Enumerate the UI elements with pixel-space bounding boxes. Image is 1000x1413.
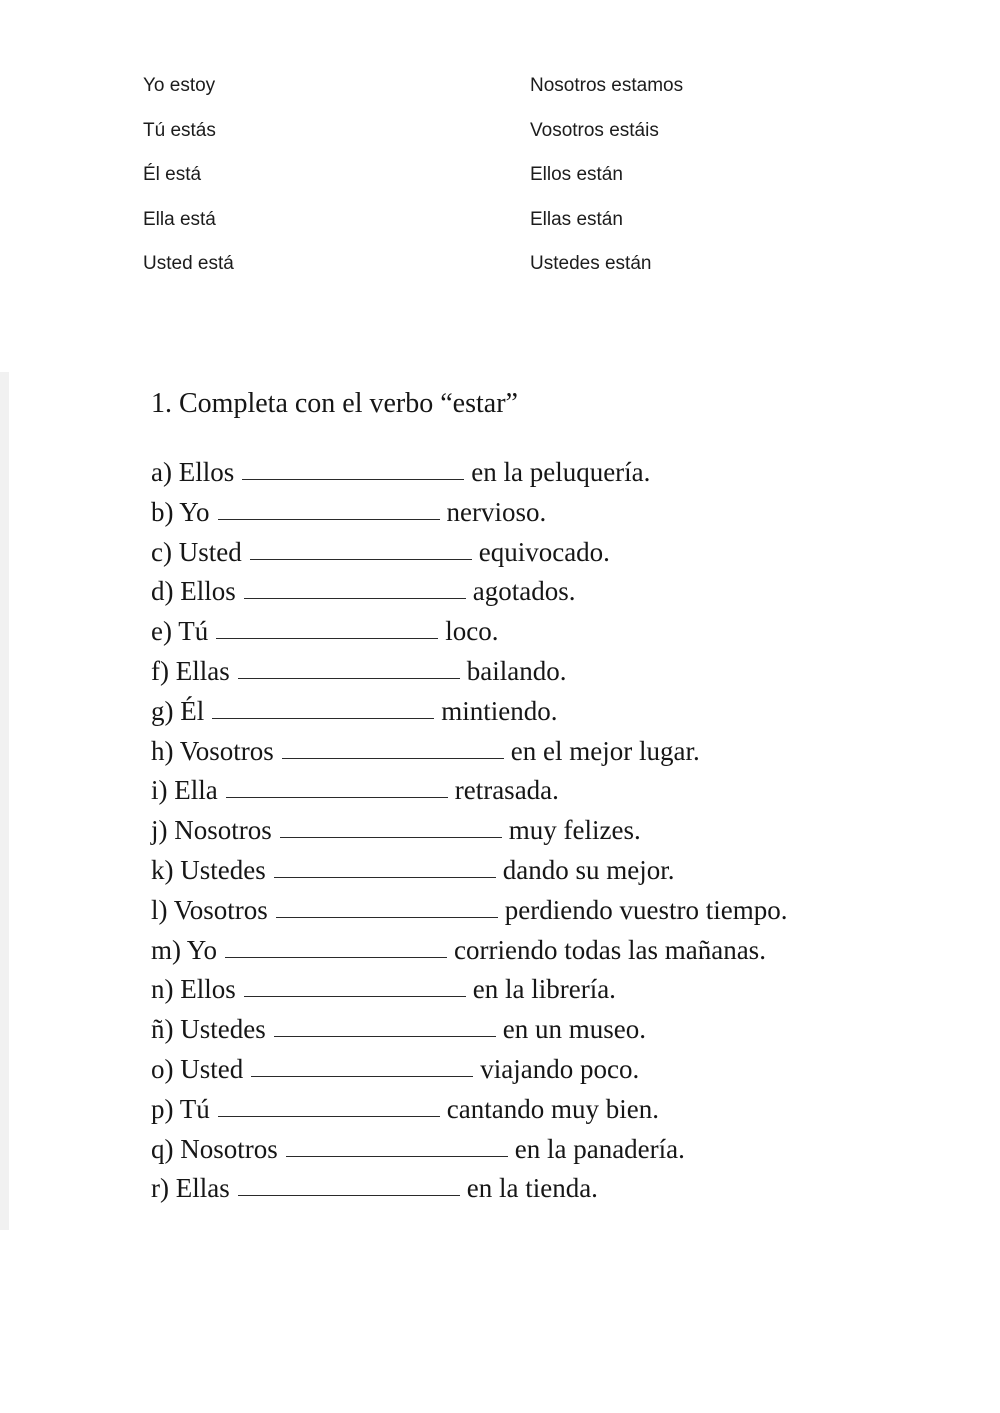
- item-subject: j) Nosotros: [151, 815, 272, 846]
- item-subject: ñ) Ustedes: [151, 1014, 266, 1045]
- singular-form: Yo estoy: [143, 75, 216, 96]
- item-subject: n) Ellos: [151, 974, 236, 1005]
- item-subject: m) Yo: [151, 934, 218, 965]
- item-subject: c) Usted: [151, 536, 242, 567]
- exercise-item: [151, 1012, 787, 1052]
- item-rest: en la panadería.: [514, 1133, 685, 1164]
- answer-blank: [274, 853, 496, 878]
- item-rest: viajando poco.: [480, 1053, 640, 1084]
- answer-blank: [238, 1171, 460, 1196]
- exercise-list: [151, 455, 787, 1211]
- exercise-item: [151, 535, 787, 575]
- exercise-item: [151, 574, 787, 614]
- item-subject: i) Ella: [151, 775, 218, 806]
- exercise-item: [151, 853, 787, 893]
- answer-blank: [276, 893, 498, 918]
- exercise-item: [151, 813, 787, 853]
- singular-form: Ella está: [143, 208, 216, 230]
- singular-form: Usted está: [143, 253, 234, 274]
- answer-blank: [216, 614, 438, 639]
- singular-form: Tú estás: [143, 119, 216, 141]
- item-rest: en la peluquería.: [471, 457, 651, 487]
- exercise-item: [151, 773, 787, 813]
- answer-blank: [250, 535, 472, 560]
- answer-blank: [280, 813, 502, 838]
- item-rest: nervioso.: [446, 496, 547, 527]
- item-rest: mintiendo.: [441, 695, 558, 726]
- item-subject: r) Ellas: [151, 1173, 230, 1204]
- exercise-item: [151, 495, 787, 535]
- answer-blank: [244, 574, 466, 599]
- item-subject: a) Ellos: [151, 457, 235, 487]
- answer-blank: [218, 1092, 440, 1117]
- conjugation-row: [143, 161, 863, 206]
- item-rest: loco.: [445, 616, 499, 647]
- conjugation-row: [143, 72, 863, 117]
- exercise-item: [151, 1132, 787, 1172]
- plural-form: Ellos están: [530, 164, 623, 185]
- exercise-title: 1. Completa con el verbo “estar”: [151, 388, 518, 419]
- answer-blank: [286, 1132, 508, 1157]
- item-rest: muy felizes.: [508, 815, 641, 846]
- item-subject: e) Tú: [151, 616, 209, 647]
- answer-blank: [282, 734, 504, 759]
- conjugation-row: [143, 117, 863, 162]
- plural-form: Nosotros estamos: [530, 75, 684, 96]
- item-rest: equivocado.: [478, 536, 610, 567]
- item-subject: l) Vosotros: [151, 894, 268, 925]
- exercise-item: [151, 1052, 787, 1092]
- item-subject: g) Él: [151, 695, 205, 726]
- item-rest: retrasada.: [454, 775, 559, 806]
- plural-form: Vosotros estáis: [530, 119, 659, 141]
- exercise-item: [151, 654, 787, 694]
- item-rest: en la tienda.: [466, 1173, 598, 1204]
- answer-blank: [244, 972, 466, 997]
- item-rest: bailando.: [466, 655, 567, 686]
- exercise-item: [151, 614, 787, 654]
- item-rest: agotados.: [472, 576, 576, 607]
- scanned-exercise: [0, 372, 1000, 1230]
- answer-blank: [242, 455, 464, 480]
- answer-blank: [226, 773, 448, 798]
- plural-form: Ellas están: [530, 208, 623, 230]
- exercise-item: [151, 972, 787, 1012]
- exercise-item: [151, 893, 787, 933]
- conjugation-row: [143, 250, 863, 295]
- answer-blank: [218, 495, 440, 520]
- item-rest: en el mejor lugar.: [510, 735, 700, 766]
- answer-blank: [274, 1012, 496, 1037]
- answer-blank: [225, 933, 447, 958]
- singular-form: Él está: [143, 164, 202, 185]
- exercise-item: [151, 734, 787, 774]
- exercise-item: [151, 1171, 787, 1211]
- item-rest: dando su mejor.: [502, 854, 675, 885]
- item-rest: en la librería.: [472, 974, 616, 1005]
- answer-blank: [238, 654, 460, 679]
- item-subject: h) Vosotros: [151, 735, 274, 766]
- scan-edge: [0, 372, 9, 1230]
- item-subject: p) Tú: [151, 1093, 210, 1124]
- exercise-item: [151, 1092, 787, 1132]
- exercise-item: [151, 694, 787, 734]
- exercise-item: [151, 455, 787, 495]
- item-subject: o) Usted: [151, 1053, 244, 1084]
- item-subject: q) Nosotros: [151, 1133, 278, 1164]
- conjugation-table: [143, 72, 863, 295]
- conjugation-row: [143, 206, 863, 251]
- answer-blank: [212, 694, 434, 719]
- item-rest: corriendo todas las mañanas.: [454, 934, 766, 965]
- item-subject: b) Yo: [151, 496, 210, 527]
- plural-form: Ustedes están: [530, 253, 652, 274]
- answer-blank: [251, 1052, 473, 1077]
- item-rest: en un museo.: [502, 1014, 646, 1045]
- item-subject: f) Ellas: [151, 655, 230, 686]
- item-subject: k) Ustedes: [151, 854, 266, 885]
- item-rest: cantando muy bien.: [446, 1093, 659, 1124]
- exercise-item: [151, 933, 787, 973]
- item-rest: perdiendo vuestro tiempo.: [504, 894, 788, 925]
- item-subject: d) Ellos: [151, 576, 236, 607]
